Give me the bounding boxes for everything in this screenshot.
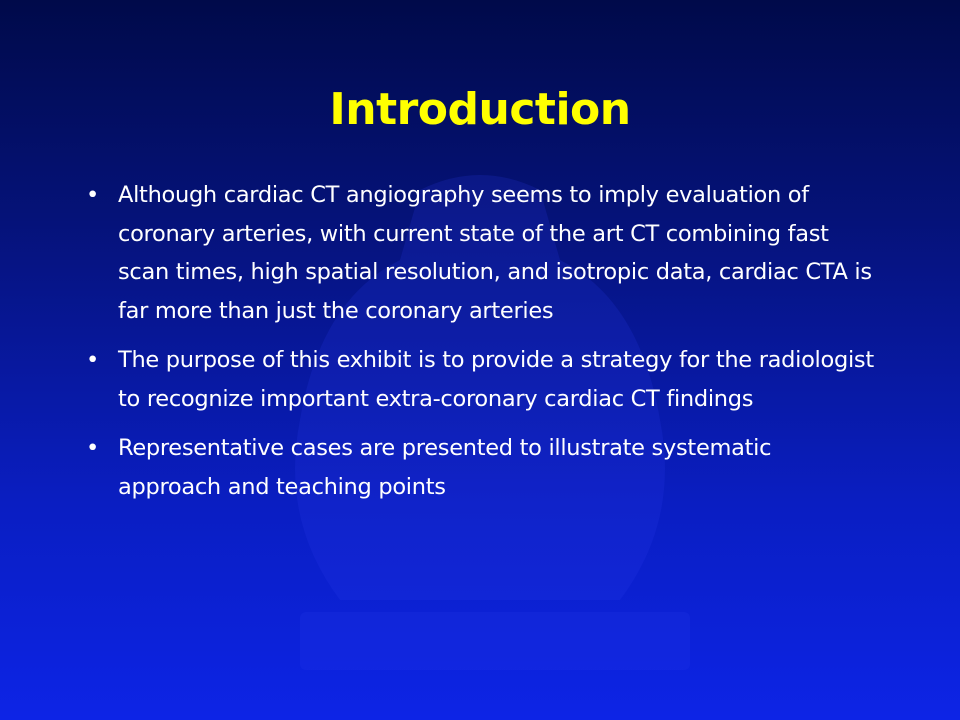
bullet-marker: • — [86, 182, 99, 208]
bullet-text: The purpose of this exhibit is to provide a strategy for the radiologist to recognize important extra-coronary cardiac CT findings — [118, 347, 874, 412]
bullet-item — [78, 176, 878, 330]
bullet-item — [78, 341, 878, 418]
bullet-text: Although cardiac CT angiography seems to imply evaluation of coronary arteries, with current state of the art CT combining fast scan times, high spatial resolution, and isotropic data, cardiac CTA is far more than just the coronary arteries — [118, 182, 872, 324]
bullet-item — [78, 429, 878, 506]
bullet-marker: • — [86, 347, 99, 373]
bullet-text: Representative cases are presented to illustrate systematic approach and teaching points — [118, 435, 772, 500]
bullet-marker: • — [86, 435, 99, 461]
slide-title: Introduction — [329, 84, 631, 135]
bullet-list — [78, 176, 878, 517]
